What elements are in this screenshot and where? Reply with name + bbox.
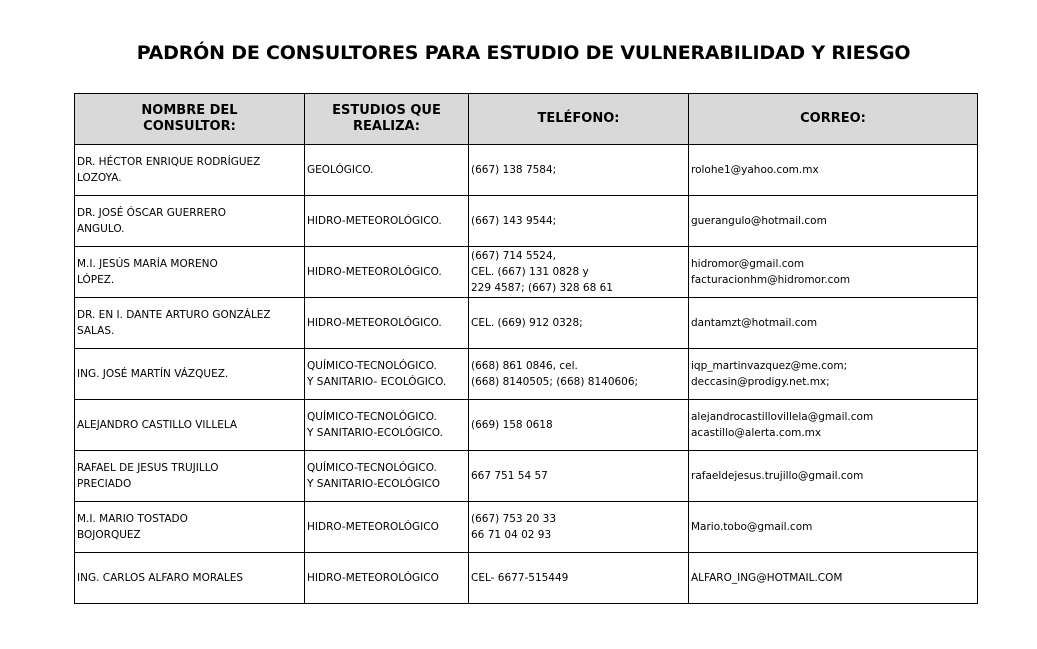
studies-cell: GEOLÓGICO.: [305, 145, 469, 196]
table-row: [75, 298, 978, 349]
phone-text: (667) 714 5524, CEL. (667) 131 0828 y 229 4587; (667) 328 68 61: [471, 250, 613, 294]
header-name: NOMBRE DEL CONSULTOR:: [75, 94, 305, 145]
table-row: [75, 196, 978, 247]
studies-cell: QUÍMICO-TECNOLÓGICO. Y SANITARIO-ECOLÓGICO.: [305, 400, 469, 451]
phone-cell: (667) 753 20 33 66 71 04 02 93: [469, 502, 689, 553]
consultant-name-cell: M.I. JESÚS MARÍA MORENO LÓPEZ.: [75, 247, 305, 298]
phone-cell: CEL. (669) 912 0328;: [469, 298, 689, 349]
studies-cell: HIDRO-METEOROLÓGICO.: [305, 196, 469, 247]
studies-cell: HIDRO-METEOROLÓGICO.: [305, 298, 469, 349]
email-cell: alejandrocastillovillela@gmail.com acastillo@alerta.com.mx: [689, 400, 978, 451]
table-row: [75, 349, 978, 400]
phone-cell: [469, 247, 689, 298]
email-cell: rafaeldejesus.trujillo@gmail.com: [689, 451, 978, 502]
email-cell: hidromor@gmail.com facturacionhm@hidromor.com: [689, 247, 978, 298]
table-row: [75, 247, 978, 298]
consultant-name-cell: ALEJANDRO CASTILLO VILLELA: [75, 400, 305, 451]
consultant-name-cell: ING. CARLOS ALFARO MORALES: [75, 553, 305, 604]
phone-cell: (667) 138 7584;: [469, 145, 689, 196]
studies-cell: HIDRO-METEOROLÓGICO: [305, 553, 469, 604]
consultant-name-cell: DR. JOSÉ ÓSCAR GUERRERO ANGULO.: [75, 196, 305, 247]
table-row: [75, 145, 978, 196]
table-row: [75, 502, 978, 553]
consultant-name-cell: ING. JOSÉ MARTÍN VÁZQUEZ.: [75, 349, 305, 400]
header-phone: TELÉFONO:: [469, 94, 689, 145]
table-header-row: [75, 94, 978, 145]
studies-cell: QUÍMICO-TECNOLÓGICO. Y SANITARIO- ECOLÓGICO.: [305, 349, 469, 400]
studies-cell: HIDRO-METEOROLÓGICO.: [305, 247, 469, 298]
studies-cell: QUÍMICO-TECNOLÓGICO. Y SANITARIO-ECOLÓGICO: [305, 451, 469, 502]
phone-cell: 667 751 54 57: [469, 451, 689, 502]
email-cell: dantamzt@hotmail.com: [689, 298, 978, 349]
phone-cell: (668) 861 0846, cel. (668) 8140505; (668) 8140606;: [469, 349, 689, 400]
consultant-name-cell: DR. HÉCTOR ENRIQUE RODRÍGUEZ LOZOYA.: [75, 145, 305, 196]
phone-cell: (669) 158 0618: [469, 400, 689, 451]
consultant-name-cell: M.I. MARIO TOSTADO BOJORQUEZ: [75, 502, 305, 553]
email-cell: Mario.tobo@gmail.com: [689, 502, 978, 553]
table-row: [75, 400, 978, 451]
email-cell: ALFARO_ING@HOTMAIL.COM: [689, 553, 978, 604]
table-row: [75, 451, 978, 502]
page-title: PADRÓN DE CONSULTORES PARA ESTUDIO DE VULNERABILIDAD Y RIESGO: [136, 42, 911, 64]
email-cell: rolohe1@yahoo.com.mx: [689, 145, 978, 196]
header-email: CORREO:: [689, 94, 978, 145]
phone-cell: (667) 143 9544;: [469, 196, 689, 247]
consultants-table: [74, 93, 978, 604]
phone-cell: CEL- 6677-515449: [469, 553, 689, 604]
studies-cell: HIDRO-METEOROLÓGICO: [305, 502, 469, 553]
email-cell: iqp_martinvazquez@me.com; deccasin@prodigy.net.mx;: [689, 349, 978, 400]
consultant-name-cell: DR. EN I. DANTE ARTURO GONZÁLEZ SALAS.: [75, 298, 305, 349]
table-row: [75, 553, 978, 604]
email-cell: guerangulo@hotmail.com: [689, 196, 978, 247]
consultant-name-cell: RAFAEL DE JESUS TRUJILLO PRECIADO: [75, 451, 305, 502]
header-studies: ESTUDIOS QUE REALIZA:: [305, 94, 469, 145]
